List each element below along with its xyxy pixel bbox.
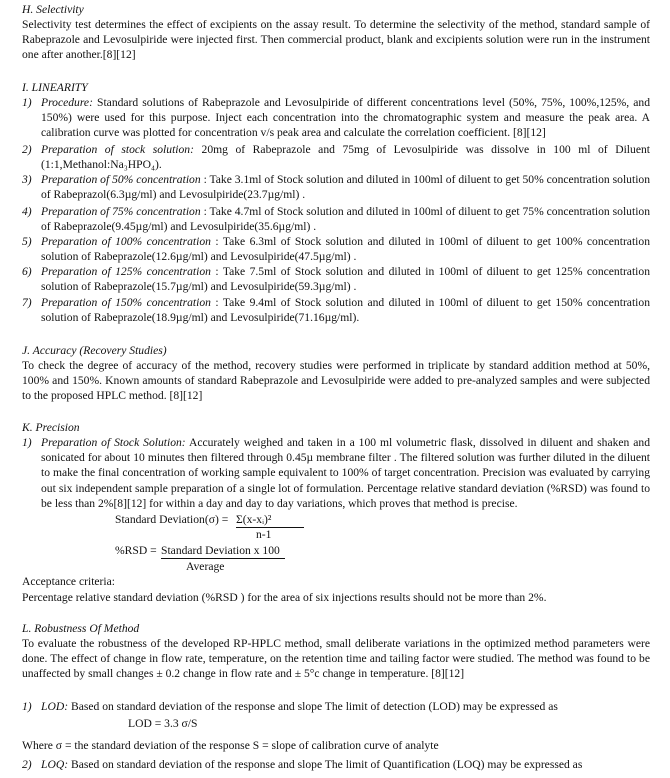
- item-text: : Take 3.1ml of Stock solution and diluted in 100ml of diluent to get 50% concentration solution of Rabeprazol(6.3µg/ml) and Levosulpiride(23.7µg/ml) .: [41, 173, 651, 202]
- linearity-item-5: [22, 234, 650, 264]
- item-text: Accurately weighed and taken in a 100 ml volumetric flask, dissolved in diluent and shaken and sonicated for about 10 minutes then filtered through 0.45µ membrane filter . The filtered solution was further diluted in the diluent to make the final concentration of working sample equivalent to 100% of target concentration. Precision was evaluated by carrying out six independent sample preparation of a single lot of formulation. Percentage relative standard deviation (%RSD) was found to be less than 2%[8][12] for within a day and day to day variations, which proves that method is precise.: [41, 436, 650, 510]
- lod-item: [22, 699, 650, 714]
- rsd-formula-denominator: Average: [186, 560, 225, 573]
- sd-formula-lhs: Standard Deviation(σ) =: [115, 513, 229, 526]
- item-text: : Take 9.4ml of Stock solution and diluted in 100ml of diluent to get 150% concentration solution of Rabeprazole(18.9µg/ml) and Levosulpiride(71.16µg/ml).: [41, 296, 650, 325]
- lod-where: Where σ = the standard deviation of the response S = slope of calibration curve of analyte: [22, 739, 439, 752]
- acceptance-criteria-label: Acceptance criteria:: [22, 575, 116, 588]
- sd-formula-numerator: Σ(x-xᵢ)²: [236, 512, 304, 528]
- sd-formula-denominator: n-1: [256, 528, 272, 541]
- item-text: 20mg of Rabeprazole and 75mg of Levosulpiride was dissolve in 100 ml of Diluent (1:1,Methanol:Na₃HPO₄).: [41, 143, 650, 172]
- section-j-heading: J. Accuracy (Recovery Studies): [22, 344, 167, 357]
- item-number: 3): [22, 173, 32, 186]
- item-number: 1): [22, 96, 32, 109]
- item-text: : Take 4.7ml of Stock solution and diluted in 100ml of diluent to get 75% concentration solution of Rabeprazole(9.45µg/ml) and Levosulpiride(35.6µg/ml) .: [41, 205, 651, 234]
- item-number: 7): [22, 296, 32, 309]
- item-label: Procedure:: [41, 96, 93, 109]
- item-label: Preparation of 50% concentration: [41, 173, 201, 186]
- linearity-item-4: [22, 204, 650, 234]
- item-number: 1): [22, 700, 32, 713]
- item-label: Preparation of stock solution:: [41, 143, 194, 156]
- linearity-item-2: [22, 142, 650, 172]
- item-number: 6): [22, 265, 32, 278]
- item-label: LOQ:: [41, 758, 69, 771]
- acceptance-criteria-text: Percentage relative standard deviation (%RSD ) for the area of six injections results should not be more than 2%.: [22, 591, 547, 604]
- item-number: 1): [22, 436, 32, 449]
- linearity-item-1: [22, 95, 650, 141]
- section-l-body: To evaluate the robustness of the developed RP-HPLC method, small deliberate variations in the optimized method parameters were done. The effect of change in flow rate, temperature, on the retention time and tailing factor were studied. The method was found to be unaffected by small changes ± 0.2 change in flow rate and ± 5°c change in temperature. [8][12]: [22, 637, 650, 681]
- item-text: Based on standard deviation of the response and slope The limit of detection (LOD) may be expressed as: [68, 700, 558, 713]
- section-i-heading: I. LINEARITY: [22, 81, 88, 94]
- item-text: : Take 6.3ml of Stock solution and diluted in 100ml of diluent to get 100% concentration solution of Rabeprazole(12.6µg/ml) and Levosulpiride(47.5µg/ml) .: [41, 235, 650, 264]
- lod-formula: LOD = 3.3 σ/S: [128, 717, 198, 730]
- item-label: Preparation of 150% concentration: [41, 296, 211, 309]
- item-number: 4): [22, 205, 32, 218]
- rsd-formula-lhs: %RSD =: [115, 544, 157, 557]
- item-label: Preparation of 100% concentration: [41, 235, 211, 248]
- linearity-item-6: [22, 264, 650, 294]
- item-number: 5): [22, 235, 32, 248]
- item-label: Preparation of Stock Solution:: [41, 436, 186, 449]
- section-h-heading: H. Selectivity: [22, 3, 84, 16]
- loq-item: [22, 757, 650, 772]
- section-h-body: Selectivity test determines the effect of excipients on the assay result. To determine the selectivity of the method, standard sample of Rabeprazole and Levosulpiride were injected first. Then commercial product, blank and excipients solution were run in the instrument one after another.[8][12]: [22, 18, 650, 62]
- item-label: Preparation of 75% concentration: [41, 205, 201, 218]
- item-number: 2): [22, 143, 32, 156]
- linearity-item-7: [22, 295, 650, 325]
- section-j-body: To check the degree of accuracy of the method, recovery studies were performed in triplicate by standard addition method at 50%, 100% and 150%. Known amounts of standard Rabeprazole and Levosulpiride were added to pre-analyzed samples and were subjected to the proposed HPLC method. [8][12]: [22, 359, 650, 403]
- item-number: 2): [22, 758, 32, 771]
- item-text: : Take 7.5ml of Stock solution and diluted in 100ml of diluent to get 125% concentration solution of Rabeprazole(15.7µg/ml) and Levosulpiride(59.3µg/ml) .: [41, 265, 650, 294]
- precision-item-1: [22, 435, 650, 511]
- item-text: Standard solutions of Rabeprazole and Levosulpiride of different concentrations level (50%, 75%, 100%,125%, and 150%) were used for this purpose. Inject each concentration into the chromatographic system and measure the peak area. A calibration curve was plotted for concentration v/s peak area and calculate the correlation coefficient. [8][12]: [41, 96, 650, 140]
- item-label: LOD:: [41, 700, 69, 713]
- item-label: Preparation of 125% concentration: [41, 265, 211, 278]
- linearity-item-3: [22, 172, 650, 202]
- item-text: Based on standard deviation of the response and slope The limit of Quantification (LOQ) may be expressed as: [68, 758, 583, 771]
- section-l-heading: L. Robustness Of Method: [22, 622, 140, 635]
- section-k-heading: K. Precision: [22, 421, 80, 434]
- rsd-formula-numerator: Standard Deviation x 100: [161, 543, 285, 559]
